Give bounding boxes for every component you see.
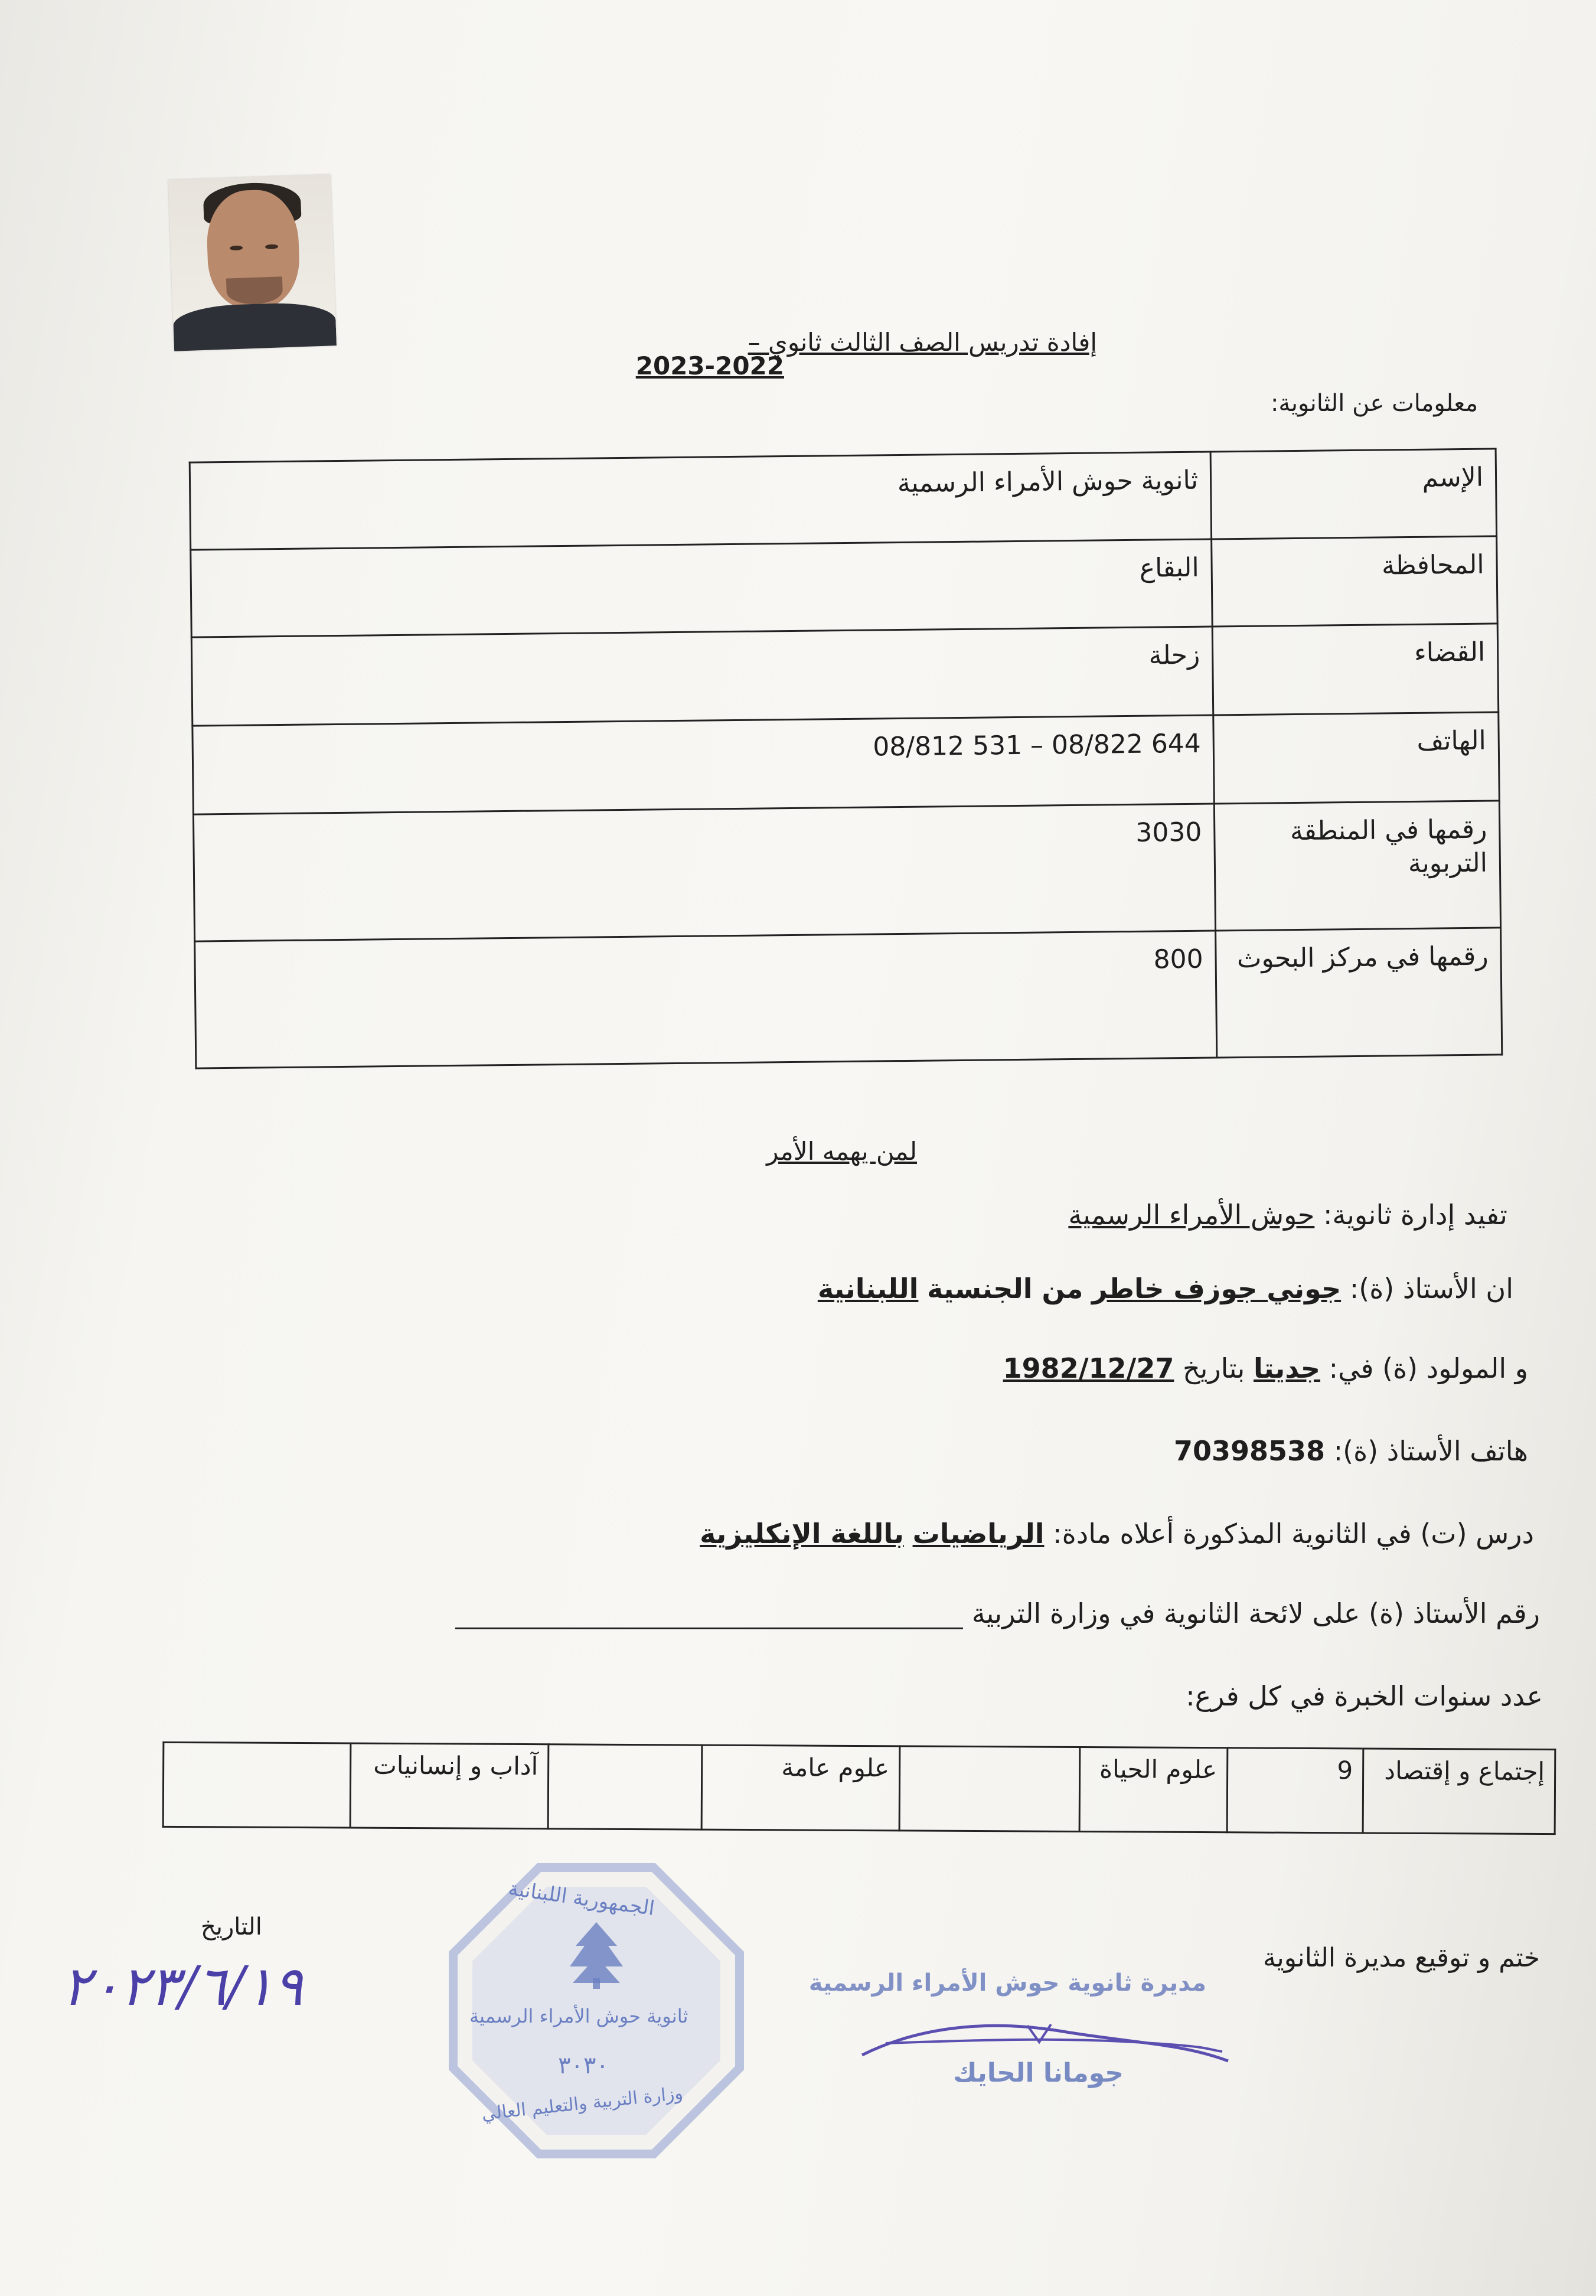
body-line-registry xyxy=(455,1597,1540,1629)
years-cell xyxy=(548,1744,702,1829)
row-value: ثانوية حوش الأمراء الرسمية xyxy=(190,452,1211,550)
language-value: باللغة الإنكليزية xyxy=(700,1518,904,1550)
date-label: التاريخ xyxy=(201,1913,262,1940)
nationality-value: اللبنانية xyxy=(817,1273,919,1304)
cedar-icon xyxy=(564,1919,629,1990)
body-line-registry-text: رقم الأستاذ (ة) على لائحة الثانوية في وزارة التربية xyxy=(971,1597,1540,1629)
body-line-birth-mid: بتاريخ xyxy=(1182,1352,1245,1384)
table-row xyxy=(195,928,1502,1068)
table-row xyxy=(191,624,1498,726)
school-name-value: حوش الأمراء الرسمية xyxy=(1068,1199,1315,1231)
years-cell: 9 xyxy=(1227,1748,1363,1833)
director-name-stamp: جومانا الحايك xyxy=(953,2058,1124,2088)
body-line-subject xyxy=(700,1518,1534,1550)
row-label: الإسم xyxy=(1210,449,1497,539)
body-line-birth-prefix: و المولود (ة) في: xyxy=(1329,1352,1528,1384)
birthdate-value: 1982/12/27 xyxy=(1003,1352,1174,1384)
branch-cell: علوم الحياة xyxy=(1079,1747,1228,1832)
to-whom-heading: لمن يهمه الأمر xyxy=(766,1137,917,1166)
row-value: 3030 xyxy=(193,804,1215,941)
row-label: رقمها في المنطقة التربوية xyxy=(1214,801,1500,931)
body-line-subject-prefix: درس (ت) في الثانوية المذكورة أعلاه مادة: xyxy=(1053,1518,1534,1550)
stamp-ministry-text: وزارة التربية والتعليم العالي xyxy=(481,2083,684,2125)
row-value: 08/812 531 – 08/822 644 xyxy=(192,715,1214,814)
table-row xyxy=(191,536,1497,637)
teacher-name-value: جوني جوزف خاطر xyxy=(1092,1273,1342,1304)
row-value: 800 xyxy=(195,931,1217,1068)
body-line-experience: عدد سنوات الخبرة في كل فرع: xyxy=(1186,1680,1543,1712)
date-handwritten: ٢٠٢٣/٦/١٩ xyxy=(62,1955,303,2018)
document-year: 2023-2022 xyxy=(635,351,784,380)
table-row xyxy=(163,1742,1555,1834)
branch-cell: إجتماع و إقتصاد xyxy=(1363,1749,1555,1834)
row-value: زحلة xyxy=(191,627,1213,726)
row-label: القضاء xyxy=(1212,624,1499,715)
row-label: الهاتف xyxy=(1213,712,1500,804)
body-line-teacher-mid: من الجنسية xyxy=(927,1273,1083,1304)
stamp-number-text: ٣٠٣٠ xyxy=(558,2052,609,2079)
teacher-phone-value: 70398538 xyxy=(1173,1435,1325,1467)
section-school-info: معلومات عن الثانوية: xyxy=(1270,390,1478,417)
body-line-phone-prefix: هاتف الأستاذ (ة): xyxy=(1333,1435,1528,1467)
body-line-teacher-prefix: ان الأستاذ (ة): xyxy=(1349,1273,1513,1304)
body-line-school-prefix: تفيد إدارة ثانوية: xyxy=(1323,1199,1507,1231)
experience-table xyxy=(162,1741,1556,1835)
years-cell xyxy=(163,1742,351,1828)
body-line-teacher xyxy=(818,1273,1513,1304)
school-info-table xyxy=(189,448,1503,1069)
body-line-birth xyxy=(1003,1352,1528,1384)
body-line-school xyxy=(1068,1199,1507,1231)
birthplace-value: جديتا xyxy=(1254,1352,1321,1384)
row-label: رقمها في مركز البحوث xyxy=(1216,928,1502,1058)
applicant-photo xyxy=(168,174,337,351)
branch-cell: آداب و إنسانيات xyxy=(350,1743,549,1829)
signature-label: ختم و توقيع مديرة الثانوية xyxy=(1262,1943,1540,1973)
stamp-top-text: الجمهورية اللبنانية xyxy=(507,1876,657,1921)
director-title-stamp: مديرة ثانوية حوش الأمراء الرسمية xyxy=(808,1969,1206,1997)
subject-value: الرياضيات xyxy=(912,1518,1045,1550)
row-label: المحافظة xyxy=(1212,536,1498,627)
table-row xyxy=(193,801,1500,941)
row-value: البقاع xyxy=(191,539,1212,637)
body-line-phone xyxy=(1174,1435,1528,1467)
branch-cell: علوم عامة xyxy=(701,1745,900,1831)
years-cell xyxy=(899,1746,1080,1832)
registry-blank-line xyxy=(455,1604,963,1629)
stamp-school-text: ثانوية حوش الأمراء الرسمية xyxy=(469,2005,688,2027)
table-row xyxy=(192,712,1499,814)
table-row xyxy=(190,449,1496,550)
document-title: إفادة تدريس الصف الثالث ثانوي – xyxy=(748,328,1097,357)
